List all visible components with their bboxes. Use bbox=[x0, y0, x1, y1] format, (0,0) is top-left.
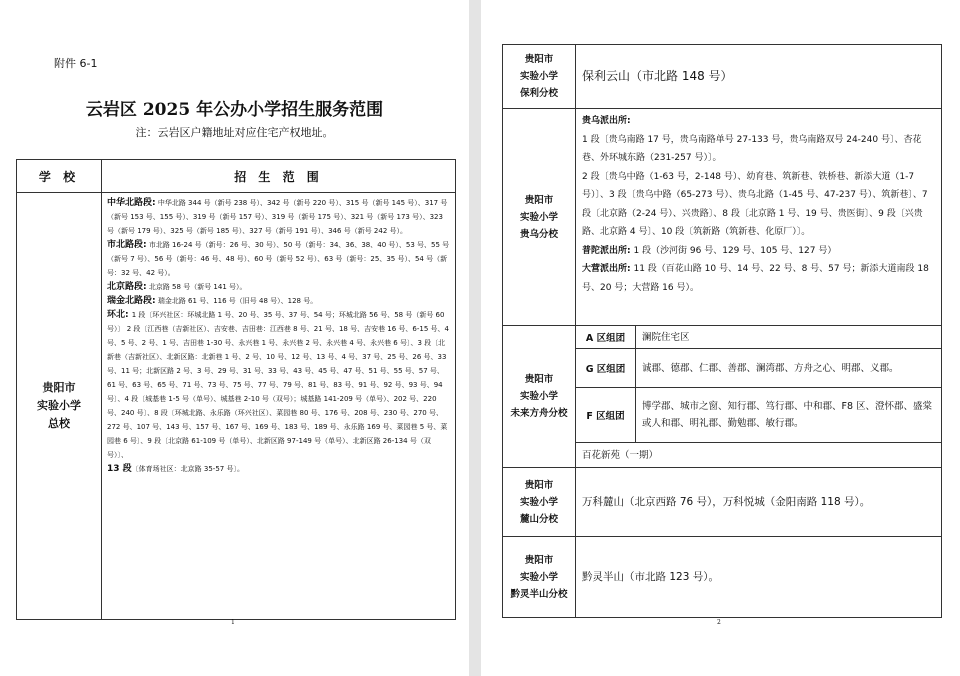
guiwu-line: 1 段〔贵乌南路 17 号，贵乌南路单号 27-133 号，贵乌南路双号 24-240 号〕、杏花巷、外环城东路（231-257 号）〕。 bbox=[582, 134, 922, 163]
group-f-range: 博学郡、城市之窗、知行郡、笃行郡、中和郡、F8 区、澄怀郡、盛棠或人和郡、明礼郡、勤勉郡、敏行郡。 bbox=[636, 388, 942, 443]
range-guiwu bbox=[576, 109, 942, 326]
table-row bbox=[503, 45, 942, 109]
enrollment-table-page-2 bbox=[502, 44, 942, 618]
group-a-range: 澜院住宅区 bbox=[636, 326, 942, 349]
school-line: 实验小学 bbox=[37, 399, 81, 412]
extra-range: 百花新苑（一期） bbox=[576, 443, 942, 468]
page-title: 云岩区 2025 年公办小学招生服务范围 bbox=[85, 100, 384, 120]
segment-13: 13 段〔体育场社区：北京路 35-57 号〕。 bbox=[107, 464, 244, 474]
segment-huanbei: 环北: 1 段〔环兴社区：环城北路 1 号、20 号、35 号、37 号、54 号；环城北路 56 号、58 号（新号 60 号）〕 2 段〔江西巷（吉新社区）、吉安巷、吉田巷：江西巷 8 号、21 号、18 号、吉安巷 16 号、6-15 号、4 号、5 号、2 号、1 号、吉田巷 1-30 号、永兴巷 1 号、永兴巷 2 号、永兴巷 4 号、永兴巷 6 号〕、3 段〔北新巷（吉新社区）、北新区路：北新巷 1 号、2 号、10 号、12 号、13 号、4 号、37 号、25 号、26 号、33 号、11 号；北新区路 2 号、3 号、29 号、31 号、33 号、43 号、45 号、47 号、51 号、55 号、57 号、61 号、63 号、65 号、71 号、73 号、75 号、77 号、79 号、81 号、83 号、91 号、92 号、93 号、94 号〕、4 段〔城基巷 1-5 号（单号）、城基巷 2-10 号（双号）；城基路 141-209 号（单号）、202 号、220 号、240 号〕、8 段〔环城北路、永乐路（环兴社区）、菜园巷 80 号、176 号、208 号、230 号、270 号、272 号、107 号、143 号、157 号、167 号、169 号、183 号、189 号、永乐路 169 号、菜园巷 5 号、菜园巷 6 号〕、9 段〔北京路 61-109 号（单号）、北新区路 97-149 号（单号）、北新区路 26-134 号（双号）〕、 bbox=[107, 310, 449, 459]
group-f-label: F 区组团 bbox=[576, 388, 636, 443]
school-line: 贵阳市 bbox=[42, 381, 76, 394]
table-row bbox=[503, 468, 942, 537]
school-cell bbox=[17, 193, 102, 620]
group-a-label: A 区组团 bbox=[576, 326, 636, 349]
header-range: 招 生 范 围 bbox=[102, 160, 456, 193]
range-qianling: 黔灵半山（市北路 123 号）。 bbox=[576, 537, 942, 618]
table-row bbox=[503, 537, 942, 618]
segment-shibei: 市北路段: 市北路 16-24 号（新号：26 号、30 号）、50 号（新号：34、36、38、40 号）、53 号、55 号（新号 7 号）、56 号（新号：46 号、48 号）、60 号（新号 52 号）、63 号（新号：25、35 号）、54 号（新号：32 号、42 号）。 bbox=[107, 240, 450, 277]
document-page-1 bbox=[0, 0, 469, 676]
range-lushan: 万科麓山（北京西路 76 号），万科悦城（金阳南路 118 号）。 bbox=[576, 468, 942, 537]
group-g-range: 诚郡、德郡、仁郡、善郡、澜湾郡、方舟之心、明郡、义郡。 bbox=[636, 349, 942, 388]
page-gutter bbox=[469, 0, 481, 676]
page-number-1: 1 bbox=[231, 619, 235, 626]
guiwu-line: 2 段〔贵乌中路（1-63 号，2-148 号）、幼育巷、筑新巷、铁桥巷、新添大道（1-7 号）〕、3 段〔贵乌中路（65-273 号）、贵乌北路（1-45 号、47-237 号）、筑新巷〕、7 段〔北京路（2-24 号）、兴贵路〕、8 段〔北京路 1 号、19 号、贵医街〕、9 段〔兴贵路、北京路 4 号〕、10 段〔筑新路（筑新巷、化原厂）〕。 bbox=[582, 171, 928, 237]
page-number-2: 2 bbox=[717, 619, 721, 626]
school-cell-lushan: 贵阳市 实验小学 麓山分校 bbox=[503, 468, 576, 537]
table-row bbox=[17, 193, 456, 620]
header-school: 学 校 bbox=[17, 160, 102, 193]
guiwu-line: 贵乌派出所: bbox=[582, 116, 631, 126]
range-baoli: 保利云山（市北路 148 号） bbox=[576, 45, 942, 109]
group-g-label: G 区组团 bbox=[576, 349, 636, 388]
segment-beijing: 北京路段: 北京路 58 号（新号 141 号）。 bbox=[107, 282, 247, 292]
guiwu-line: 大营派出所: 11 段（百花山路 10 号、14 号、22 号、8 号、57 号；新添大道南段 18 号、20 号；大营路 16 号）。 bbox=[582, 264, 929, 293]
title-note: 注：云岩区户籍地址对应住宅产权地址。 bbox=[135, 126, 334, 139]
school-cell-weilai: 贵阳市 实验小学 未来方舟分校 bbox=[503, 326, 576, 468]
annex-label: 附件 6-1 bbox=[54, 57, 98, 70]
school-line: 总校 bbox=[48, 417, 70, 430]
enrollment-table-page-1 bbox=[16, 159, 456, 620]
school-cell-baoli: 贵阳市 实验小学 保利分校 bbox=[503, 45, 576, 109]
table-row bbox=[503, 326, 942, 349]
table-row bbox=[503, 109, 942, 326]
guiwu-line: 普陀派出所: 1 段（沙河街 96 号、129 号、105 号、127 号） bbox=[582, 245, 837, 256]
school-cell-qianling: 贵阳市 实验小学 黔灵半山分校 bbox=[503, 537, 576, 618]
school-cell-guiwu: 贵阳市 实验小学 贵乌分校 bbox=[503, 109, 576, 326]
segment-zhonghua: 中华北路段: 中华北路 344 号（新号 238 号）、342 号（新号 220 号）、315 号（新号 145 号）、317 号（新号 153 号、155 号）、319 号（新号 157 号）、319 号（新号 175 号）、321 号（新号 173 号）、323 号（新号 179 号）、325 号（新号 185 号）、327 号（新号 191 号）、346 号（新号 242 号）。 bbox=[107, 198, 448, 235]
range-cell bbox=[102, 193, 456, 620]
segment-ruijin: 瑞金北路段: 瑞金北路 61 号、116 号（旧号 48 号）、128 号。 bbox=[107, 296, 318, 306]
table-header-row bbox=[17, 160, 456, 193]
